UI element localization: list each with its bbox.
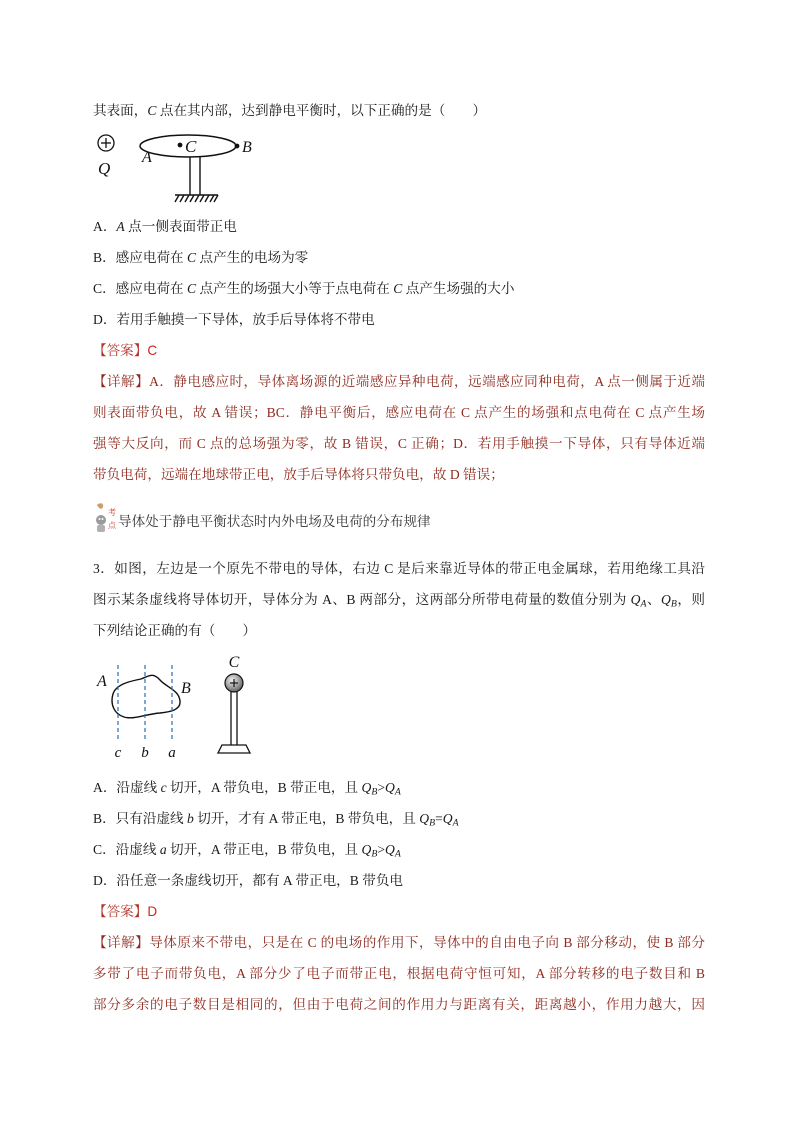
insulating-stand (175, 157, 218, 202)
conductor-blob (112, 675, 180, 718)
q2-body (93, 211, 705, 490)
cut-label-a: a (168, 745, 176, 761)
q3-conductor-figure (93, 650, 263, 762)
label-c: C (185, 137, 197, 156)
q2-answer: 【答案】C (93, 343, 158, 358)
point-b-dot (235, 144, 240, 149)
label-b: B (242, 139, 252, 156)
cut-label-b: b (141, 745, 149, 761)
kaodian-text: 导体处于静电平衡状态时内外电场及电荷的分布规律 (118, 514, 431, 529)
cut-label-c: c (114, 745, 122, 761)
point-c-dot (178, 143, 183, 148)
q3-option-b: B．只有沿虚线 b 切开，才有 A 带正电，B 带负电，且 $Q_B=Q_A$ (93, 811, 459, 829)
q3-option-c: C．沿虚线 a 切开，A 带正电，B 带负电，且 $Q_B>Q_A$ (93, 842, 401, 860)
q2-explanation-line: 带负电荷，远端在地球带正电，放手后导体将只带负电，故 D 错误； (93, 467, 504, 482)
q2-option-a: A．A 点一侧表面带正电 (93, 219, 237, 234)
q3-stem (93, 553, 705, 646)
answer-value: D (147, 904, 158, 919)
q3-body (93, 772, 705, 1020)
q2-stem-line: 其表面，C 点在其内部，达到静电平衡时，以下正确的是（ ） (93, 103, 487, 118)
q3-stem-line: 3．如图，左边是一个原先不带电的导体，右边 C 是后来靠近导体的带正电金属球，若用绝缘工具沿 (93, 561, 705, 576)
explanation-label: 【详解】 (93, 935, 150, 950)
q3-explanation-line: 多带了电子而带负电，A 部分少了电子而带正电，根据电荷守恒可知，A 部分转移的电子数目和 B (93, 966, 705, 981)
q3-explanation-line: 【详解】导体原来不带电，只是在 C 的电场的作用下，导体中的自由电子向 B 部分移动，使 B 部分 (93, 935, 706, 950)
sphere-stand (218, 692, 250, 753)
q2-explanation-line: 强等大反向，而 C 点的总场强为零，故 B 错误，C 正确；D．若用手触摸一下导体，只有导体近端 (93, 436, 705, 451)
q3-stem-line: 下列结论正确的有（ ） (93, 623, 257, 638)
plus-circle-icon (98, 135, 114, 151)
charge-label: Q (98, 159, 111, 178)
kaodian-icon (91, 501, 119, 537)
svg-text:点: 点 (108, 521, 116, 530)
cut-lines (118, 665, 172, 740)
explanation-label: 【详解】 (93, 374, 150, 389)
label-a: A (97, 673, 107, 690)
q2-option-c: C．感应电荷在 C 点产生的场强大小等于点电荷在 C 点产生场强的大小 (93, 281, 515, 296)
q3-option-d: D．沿任意一条虚线切开，都有 A 带正电，B 带负电 (93, 873, 404, 888)
q3-explanation-line: 部分多余的电子数目是相同的，但由于电荷之间的作用力与距离有关，距离越小，作用力越大，因 (93, 997, 705, 1012)
kaodian-row (91, 501, 511, 537)
metal-sphere-plus-icon (225, 674, 243, 692)
q3-stem-line: 图示某条虚线将导体切开，导体分为 A、B 两部分，这两部分所带电荷量的数值分别为 $Q_A$、$Q_B$，则 (93, 592, 706, 610)
q2-conductor-figure (93, 128, 263, 210)
label-c: C (228, 654, 240, 671)
label-a: A (142, 149, 152, 166)
q2-stem (93, 95, 705, 126)
label-b: B (181, 680, 191, 697)
var-c: C (147, 103, 157, 118)
q3-option-a: A．沿虚线 c 切开，A 带负电，B 带正电，且 $Q_B>Q_A$ (93, 780, 401, 798)
q2-option-d: D．若用手触摸一下导体，放手后导体将不带电 (93, 312, 375, 327)
answer-value: C (147, 343, 158, 358)
q2-explanation-line: 则表面带负电，故 A 错误；BC．静电平衡后，感应电荷在 C 点产生的场强和点电荷在 C 点产生场 (93, 405, 705, 420)
q2-option-b: B．感应电荷在 C 点产生的电场为零 (93, 250, 309, 265)
q3-answer: 【答案】D (93, 904, 158, 919)
svg-text:考: 考 (108, 508, 116, 517)
q2-explanation-line: 【详解】A．静电感应时，导体离场源的近端感应异种电荷，远端感应同种电荷，A 点一侧属于近端 (93, 374, 706, 389)
